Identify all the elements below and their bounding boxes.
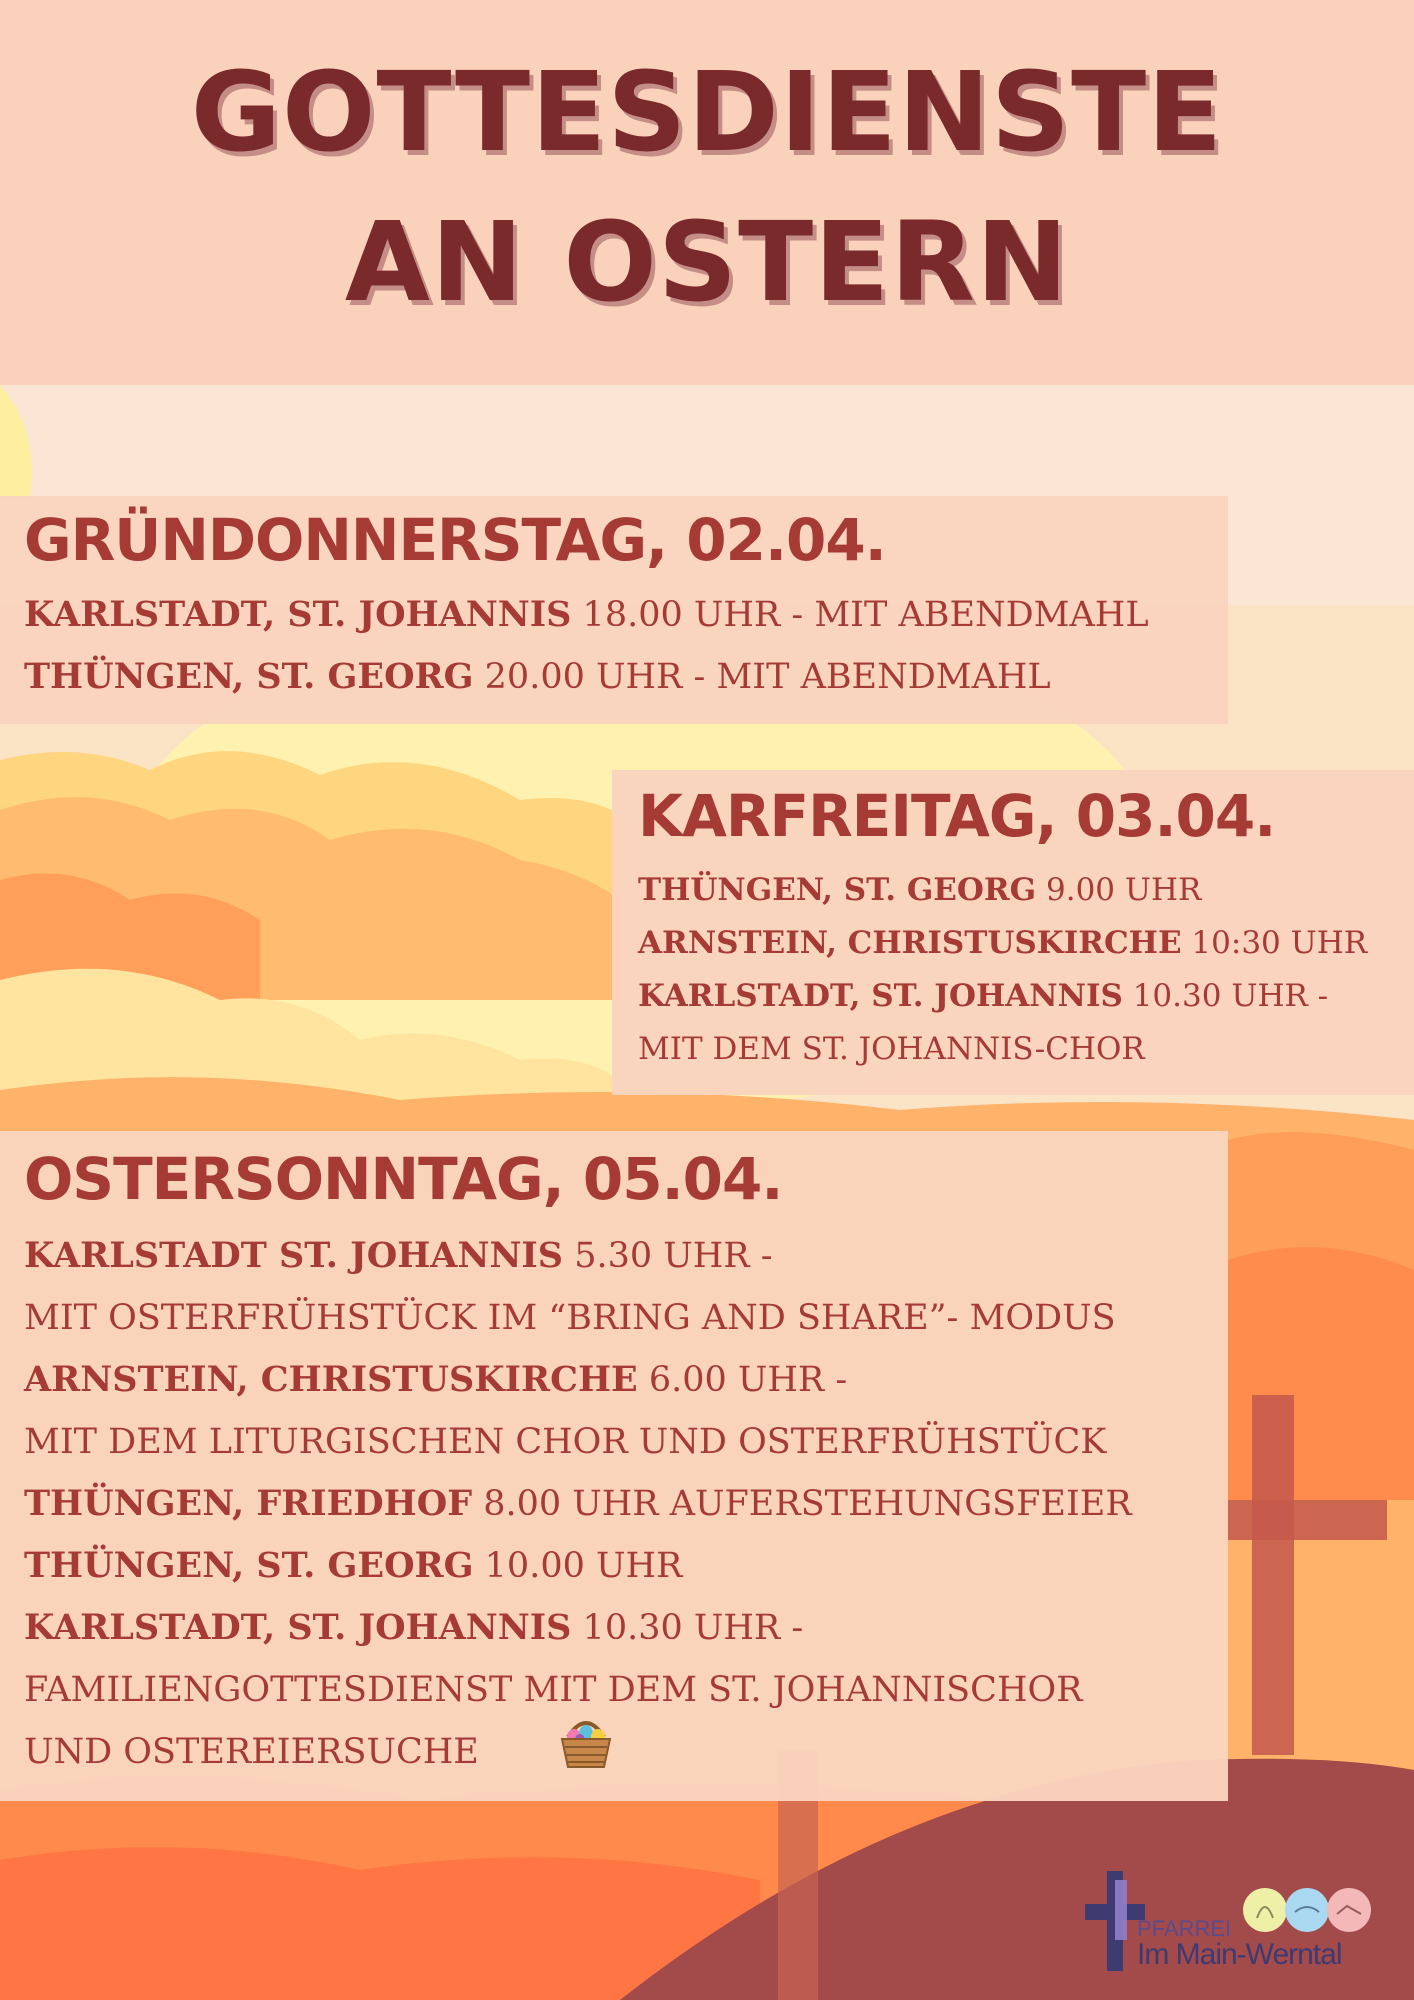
- service-detail: 10.30 UHR -: [571, 1608, 804, 1648]
- title-area: [0, 0, 1414, 385]
- service-place: THÜNGEN, ST. GEORG: [638, 872, 1037, 908]
- service-place: ARNSTEIN, CHRISTUSKIRCHE: [24, 1359, 638, 1400]
- service-entry: [24, 1607, 803, 1648]
- service-place: THÜNGEN, ST. GEORG: [24, 1545, 474, 1586]
- service-detail: UND OSTEREIERSUCHE: [24, 1732, 479, 1772]
- service-entry: [24, 1545, 682, 1586]
- section-heading: KARFREITAG, 03.04.: [638, 782, 1276, 850]
- service-place: KARLSTADT, ST. JOHANNIS: [638, 978, 1123, 1014]
- service-entry: [24, 1731, 479, 1772]
- logo-text-name: Im Main-Werntal: [1137, 1938, 1342, 1971]
- service-entry: [24, 656, 1051, 697]
- service-entry: [638, 872, 1201, 908]
- service-detail: 8.00 UHR AUFERSTEHUNGSFEIER: [472, 1484, 1132, 1524]
- service-entry: [24, 594, 1149, 635]
- service-detail: FAMILIENGOTTESDIENST MIT DEM ST. JOHANNISCHOR: [24, 1670, 1083, 1710]
- parish-logo: [1085, 1866, 1385, 1976]
- section-karfreitag: [612, 770, 1414, 1095]
- section-gruendonnerstag: [0, 496, 1228, 724]
- service-place: KARLSTADT, ST. JOHANNIS: [24, 594, 572, 635]
- service-place: KARLSTADT, ST. JOHANNIS: [24, 1607, 572, 1648]
- service-entry: [24, 1235, 773, 1276]
- service-entry: [24, 1359, 847, 1400]
- service-detail: 20.00 UHR - MIT ABENDMAHL: [473, 657, 1051, 697]
- service-entry: [638, 1031, 1145, 1067]
- service-entry: [24, 1669, 1083, 1710]
- service-detail: 10:30 UHR: [1181, 925, 1368, 961]
- service-entry: [638, 978, 1328, 1014]
- service-entry: [24, 1421, 1106, 1462]
- service-entry: [638, 925, 1367, 961]
- service-detail: 6.00 UHR -: [637, 1360, 848, 1400]
- service-detail: MIT OSTERFRÜHSTÜCK IM “BRING AND SHARE”- MODUS: [24, 1298, 1116, 1338]
- service-place: ARNSTEIN, CHRISTUSKIRCHE: [638, 925, 1182, 961]
- easter-basket-icon: [558, 1713, 614, 1771]
- section-heading: GRÜNDONNERSTAG, 02.04.: [24, 506, 886, 574]
- service-detail: 5.30 UHR -: [563, 1236, 773, 1276]
- service-entry: [24, 1297, 1116, 1338]
- service-entry: [24, 1483, 1132, 1524]
- poster-title-line-1: GOTTESDIENSTE: [190, 48, 1224, 176]
- service-detail: 10.30 UHR -: [1122, 978, 1329, 1014]
- service-place: THÜNGEN, FRIEDHOF: [24, 1483, 473, 1524]
- service-detail: MIT DEM ST. JOHANNIS-CHOR: [638, 1031, 1145, 1067]
- logo-text-pfarrei: PFARREI: [1137, 1916, 1232, 1941]
- service-detail: MIT DEM LITURGISCHEN CHOR UND OSTERFRÜHSTÜCK: [24, 1422, 1107, 1462]
- service-detail: 10.00 UHR: [473, 1546, 683, 1586]
- section-ostersonntag: [0, 1131, 1228, 1801]
- section-heading: OSTERSONNTAG, 05.04.: [24, 1145, 783, 1213]
- service-place: KARLSTADT ST. JOHANNIS: [24, 1235, 564, 1276]
- service-detail: 9.00 UHR: [1036, 872, 1202, 908]
- poster-title-line-2: AN OSTERN: [344, 198, 1070, 326]
- service-detail: 18.00 UHR - MIT ABENDMAHL: [571, 595, 1149, 635]
- service-place: THÜNGEN, ST. GEORG: [24, 656, 474, 697]
